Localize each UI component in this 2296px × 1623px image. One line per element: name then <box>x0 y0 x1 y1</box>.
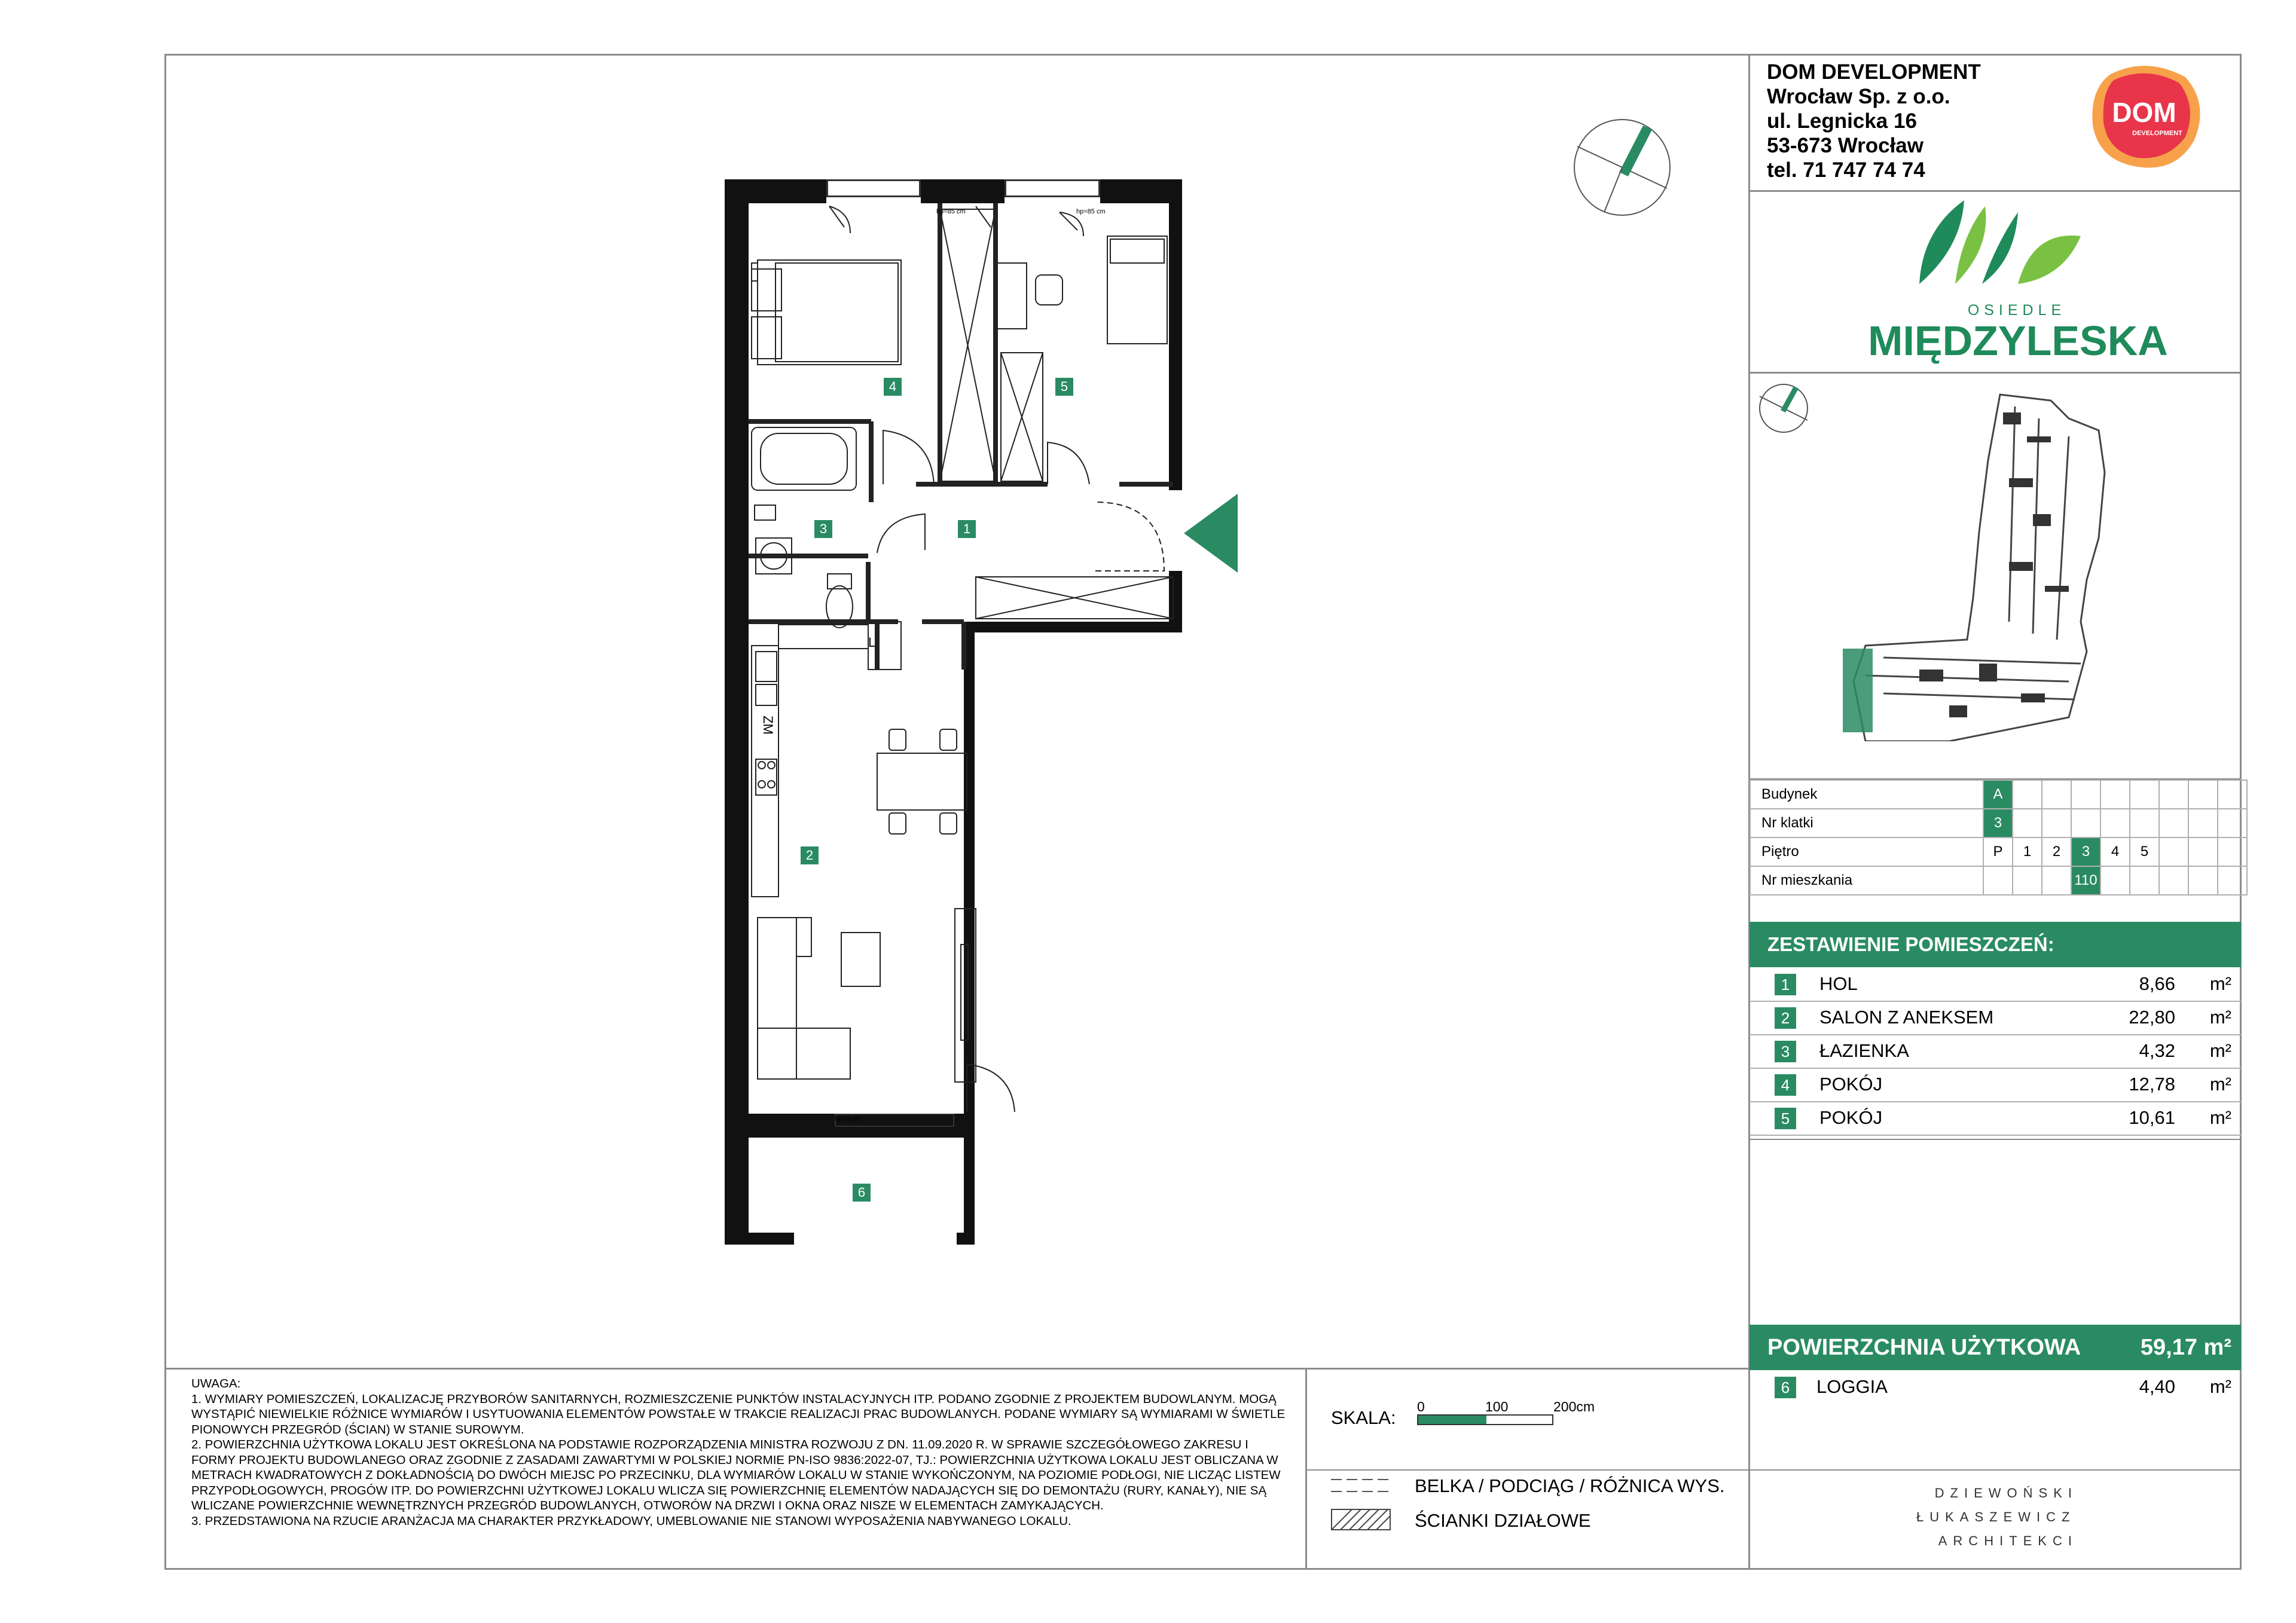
notes-block <box>191 1376 1294 1529</box>
room-unit: m² <box>2209 1040 2231 1061</box>
partition-legend-icon <box>1331 1509 1391 1530</box>
sill-height-note: hp=0 cm <box>835 1115 860 1123</box>
plan-room-label-5: 5 <box>1055 378 1073 396</box>
footer-divider-vertical <box>1305 1368 1307 1570</box>
floor-2: 2 <box>2042 838 2071 866</box>
architect-line-3: ARCHITEKCI <box>1938 1533 2078 1548</box>
building-label: Budynek <box>1750 780 1983 809</box>
room-number: 2 <box>1775 1007 1796 1029</box>
architect-line-2: ŁUKASZEWICZ <box>1916 1509 2076 1524</box>
loggia-number: 6 <box>1775 1377 1796 1398</box>
plan-room-label-3: 3 <box>814 520 832 538</box>
room-number: 1 <box>1775 974 1796 995</box>
room-number: 4 <box>1775 1074 1796 1096</box>
floor-4: 4 <box>2100 838 2130 866</box>
usable-area-bar <box>1750 1325 2241 1370</box>
notes-title: UWAGA: <box>191 1377 241 1390</box>
floor-label: Piętro <box>1750 838 1983 866</box>
fridge-label: ZM <box>760 716 775 735</box>
company-city: 53-673 Wrocław <box>1767 134 1923 157</box>
room-unit: m² <box>2209 1107 2231 1128</box>
building-value: A <box>1983 780 2013 809</box>
plan-room-label-2: 2 <box>801 846 819 864</box>
room-area: 10,61 <box>2129 1107 2175 1128</box>
note-3: 3. PRZEDSTAWIONA NA RZUCIE ARANŻACJA MA CHARAKTER PRZYKŁADOWY, UMEBLOWANIE NIE STANOWI WYPOSAŻENIA NABYWANEGO LOKALU. <box>191 1514 1071 1528</box>
panel-divider <box>1748 190 2242 192</box>
footer-divider <box>1305 1469 1749 1471</box>
dom-development-logo <box>2087 62 2206 173</box>
loggia-area: 4,40 <box>2139 1376 2175 1397</box>
room-number: 5 <box>1775 1108 1796 1129</box>
loggia-unit: m² <box>2209 1376 2231 1397</box>
room-unit: m² <box>2209 1074 2231 1095</box>
floor-3-selected: 3 <box>2071 838 2100 866</box>
panel-divider <box>1748 1139 2242 1140</box>
interior-partitions <box>725 179 1191 1255</box>
floor-1: 1 <box>2013 838 2042 866</box>
footer-divider <box>164 1368 1749 1370</box>
plan-room-label-1: 1 <box>958 520 976 538</box>
scale-bar <box>1417 1414 1553 1425</box>
company-street: ul. Legnicka 16 <box>1767 109 1917 133</box>
note-2: 2. POWIERZCHNIA UŻYTKOWA LOKALU JEST OKREŚLONA NA PODSTAWIE ROZPORZĄDZENIA MINISTRA ROZWOJU Z DN. 11.09.2020 R. W SPRAWIE SZCZEGÓŁOWEGO ZAKRESU I FORMY PROJEKTU BUDOWLANEGO ORAZ ZGODNIE Z ZASADAMI ZAWARTYMI W POLSKIEJ NORMIE PN-ISO 9836:2022-07, TJ.: POWIERZCHNIA UŻYTKOWA LOKALU JEST OBLICZANA W METRACH KWADRATOWYCH Z DOKŁADNOŚCIĄ DO DWÓCH MIEJSC PO PRZECINKU, DLA WYMIARÓW LOKALU W STANIE WYKOŃCZONYM, NA POZIOMIE PODŁOGI, NIE LICZĄC LISTEW PRZYPODŁOGOWYCH, PROGÓW ITP. DO POWIERZCHNI UŻYTKOWEJ LOKALU WLICZA SIĘ POWIERZCHNIĘ ELEMENTÓW NADAJĄCYCH SIĘ DO DEMONTAŻU (RURY, KANAŁY), NIE SĄ WLICZANE POWIERZCHNIE WEWNĘTRZNYCH PRZEGRÓD BUDOWLANYCH, OTWORÓW NA DRZWI I OKNA ORAZ NISZE W ELEMENTACH ZAMYKAJĄCYCH. <box>191 1438 1281 1512</box>
company-name: DOM DEVELOPMENT <box>1767 60 1981 84</box>
room-unit: m² <box>2209 1007 2231 1028</box>
room-area: 22,80 <box>2129 1007 2175 1028</box>
beam-legend-label: BELKA / PODCIĄG / RÓŻNICA WYS. <box>1415 1475 1725 1496</box>
entrance-arrow-icon <box>1184 494 1238 573</box>
partition-legend-label: ŚCIANKI DZIAŁOWE <box>1415 1510 1591 1531</box>
panel-divider <box>1748 372 2242 374</box>
room-area: 12,78 <box>2129 1074 2175 1095</box>
floor-p: P <box>1983 838 2013 866</box>
room-name: ŁAZIENKA <box>1819 1040 1909 1061</box>
north-arrow-compass <box>1571 117 1673 218</box>
estate-prefix: OSIEDLE <box>1967 302 2066 319</box>
scale-tick-0: 0 <box>1417 1399 1425 1414</box>
room-row <box>1750 1034 2241 1069</box>
plan-room-label-4: 4 <box>884 378 902 396</box>
floor-5: 5 <box>2130 838 2159 866</box>
svg-text:DOM: DOM <box>2112 97 2176 128</box>
room-row <box>1750 1001 2241 1035</box>
room-area: 4,32 <box>2139 1040 2175 1061</box>
staircase-label: Nr klatki <box>1750 809 1983 838</box>
apartment-info-table <box>1750 780 2248 895</box>
company-phone: tel. 71 747 74 74 <box>1767 158 1925 182</box>
usable-area-label: POWIERZCHNIA UŻYTKOWA <box>1767 1335 2081 1360</box>
room-name: SALON Z ANEKSEM <box>1819 1007 1994 1028</box>
usable-area-value: 59,17 m² <box>2140 1335 2231 1360</box>
sill-height-note: hp=85 cm <box>1076 208 1106 215</box>
laundry-label: L <box>868 635 876 650</box>
architect-line-1: DZIEWOŃSKI <box>1934 1486 2078 1500</box>
room-name: HOL <box>1819 973 1858 994</box>
room-row <box>1750 1101 2241 1136</box>
room-unit: m² <box>2209 973 2231 994</box>
plan-room-label-6: 6 <box>853 1184 871 1202</box>
company-address <box>1767 60 1981 182</box>
apartment-number-label: Nr mieszkania <box>1750 866 1983 895</box>
loggia-row <box>1750 1370 2241 1404</box>
apartment-number-value: 110 <box>2071 866 2100 895</box>
room-name: POKÓJ <box>1819 1107 1883 1128</box>
room-area: 8,66 <box>2139 973 2175 994</box>
room-number: 3 <box>1775 1041 1796 1062</box>
panel-divider <box>1748 1469 2242 1471</box>
loggia-name: LOGGIA <box>1816 1376 1888 1397</box>
scale-tick-200: 200cm <box>1553 1399 1595 1414</box>
scale-label: SKALA: <box>1331 1407 1396 1428</box>
north-arrow-compass-small <box>1757 381 1810 435</box>
rooms-summary-title: ZESTAWIENIE POMIESZCZEŃ: <box>1750 922 2241 967</box>
beam-legend-icon <box>1331 1477 1391 1494</box>
site-key-plan <box>1830 383 2141 741</box>
architect-logo <box>1916 1481 2078 1553</box>
room-row <box>1750 1068 2241 1102</box>
scale-tick-100: 100 <box>1485 1399 1509 1414</box>
room-row <box>1750 967 2241 1002</box>
company-line: Wrocław Sp. z o.o. <box>1767 85 1950 108</box>
room-name: POKÓJ <box>1819 1074 1883 1095</box>
estate-name: MIĘDZYLESKA <box>1868 317 2168 364</box>
svg-text:DEVELOPMENT: DEVELOPMENT <box>2132 130 2182 137</box>
estate-logo-leaves <box>1913 194 2087 290</box>
note-1: 1. WYMIARY POMIESZCZEŃ, LOKALIZACJĘ PRZYBORÓW SANITARNYCH, ROZMIESZCZENIE PUNKTÓW INSTALACYJNYCH ITP. PODANO ZGODNIE Z PROJEKTEM BUDOWLANYM. MOGĄ WYSTĄPIĆ NIEWIELKIE RÓŻNICE WYMIARÓW I USYTUOWANIA ELEMENTÓW POWSTAŁE W TRAKCIE REALIZACJI PRAC BUDOWLANYCH. PODANE WYMIARY SĄ WYMIARAMI W ŚWIETLE PIONOWYCH PRZEGRÓD (ŚCIAN) W STANIE SUROWYM. <box>191 1392 1286 1436</box>
sill-height-note: hp=85 cm <box>936 208 966 215</box>
staircase-value: 3 <box>1983 809 2013 838</box>
